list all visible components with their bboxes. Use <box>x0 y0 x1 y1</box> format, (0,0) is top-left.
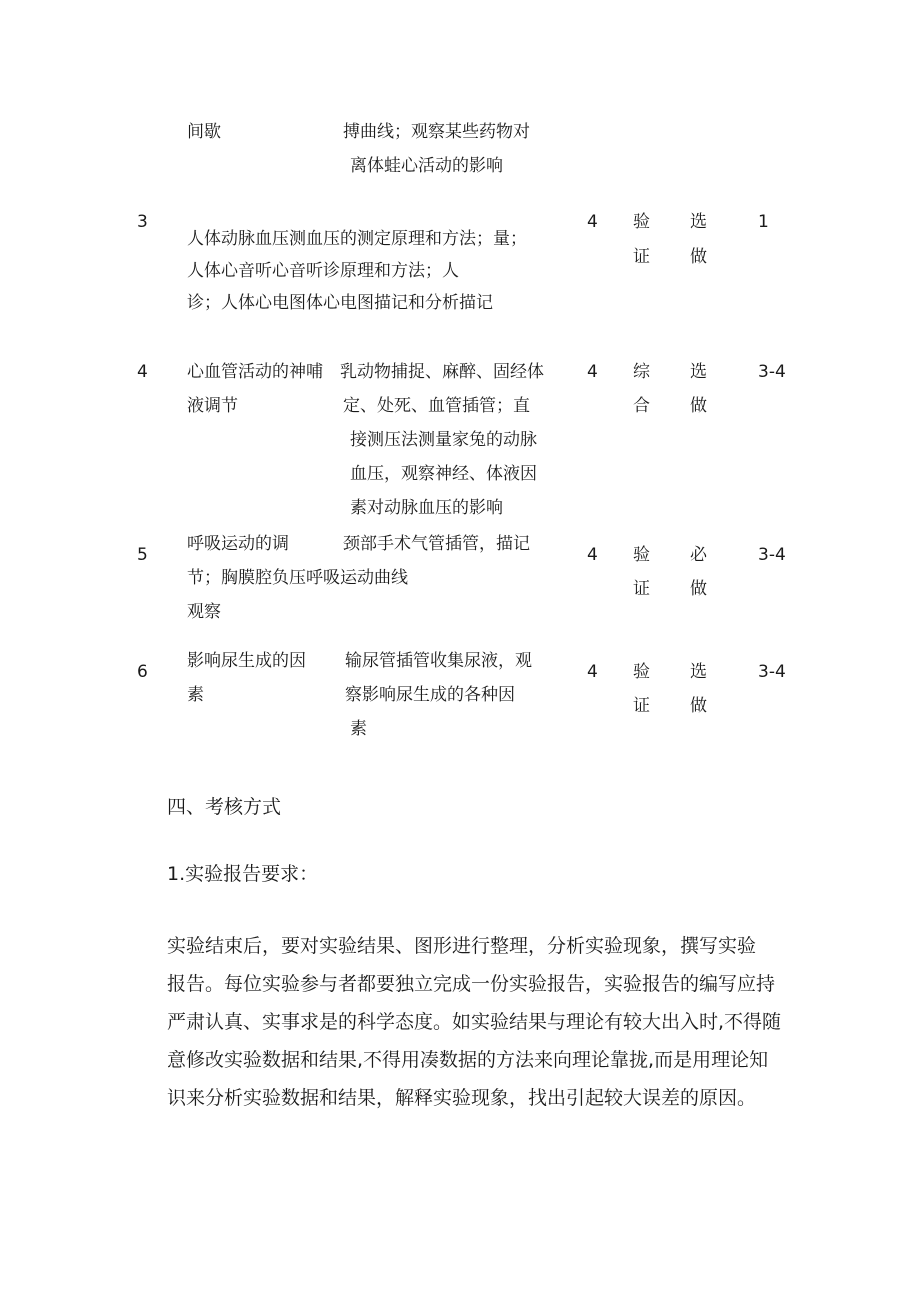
cell-group-size: 3-4 <box>758 662 786 682</box>
cell-type-line1: 验 <box>633 212 650 232</box>
cell-requirement-line2: 做 <box>690 696 707 716</box>
cell-group-size: 3-4 <box>758 362 786 382</box>
cell-content-line2: 察影响尿生成的各种因 <box>345 685 515 705</box>
cell-type-line1: 验 <box>633 662 650 682</box>
cell-requirement-line1: 必 <box>690 545 707 565</box>
cell-content-line1: 乳动物捕捉、麻醉、固经体 <box>340 362 544 382</box>
cell-type-line2: 证 <box>633 247 650 267</box>
cell-name-line2: 素 <box>187 685 204 705</box>
cell-requirement-line1: 选 <box>690 362 707 382</box>
cell-content-line2: 定、处死、血管插管；直 <box>343 396 530 416</box>
cell-type-line1: 综 <box>633 362 650 382</box>
cell-name-line2: 液调节 <box>187 396 238 416</box>
cell-requirement-line1: 选 <box>690 212 707 232</box>
cell-name-line1: 心血管活动的神哺 <box>187 362 323 382</box>
cell-requirement-line1: 选 <box>690 662 707 682</box>
cell-content-line3: 素 <box>350 719 367 739</box>
cell-requirement-line2: 做 <box>690 396 707 416</box>
cell-merged-line1: 节；胸膜腔负压呼吸运动曲线 <box>187 568 408 588</box>
cell-requirement-line2: 做 <box>690 579 707 599</box>
cell-merged-line3: 诊；人体心电图体心电图描记和分析描记 <box>187 293 493 313</box>
paragraph-line: 意修改实验数据和结果,不得用凑数据的方法来向理论靠拢,而是用理论知 <box>167 1049 769 1071</box>
cell-content-line1: 输尿管插管收集尿液，观 <box>345 651 532 671</box>
subsection-title: 1.实验报告要求： <box>167 863 319 885</box>
cell-group-size: 1 <box>758 212 769 232</box>
cell-group-size: 3-4 <box>758 545 786 565</box>
section-title: 四、考核方式 <box>167 796 282 818</box>
paragraph-line: 实验结束后，要对实验结果、图形进行整理，分析实验现象，撰写实验 <box>167 935 757 957</box>
cell-number: 4 <box>137 362 148 382</box>
paragraph-line: 严肃认真、实事求是的科学态度。如实验结果与理论有较大出入时,不得随 <box>167 1011 782 1033</box>
report-requirements-paragraph <box>167 927 787 1117</box>
cell-name-line1: 影响尿生成的因 <box>187 651 306 671</box>
paragraph-line: 识来分析实验数据和结果，解释实验现象，找出引起较大误差的原因。 <box>167 1087 757 1109</box>
cell-number: 3 <box>137 212 148 232</box>
cell-number: 6 <box>137 662 148 682</box>
cell-hours: 4 <box>587 212 598 232</box>
cell-content-continued-line2: 离体蛙心活动的影响 <box>350 156 503 176</box>
cell-content-continued-line1: 搏曲线；观察某些药物对 <box>343 122 530 142</box>
cell-type-line1: 验 <box>633 545 650 565</box>
cell-hours: 4 <box>587 662 598 682</box>
paragraph-line: 报告。每位实验参与者都要独立完成一份实验报告，实验报告的编写应持 <box>167 973 776 995</box>
cell-type-line2: 证 <box>633 696 650 716</box>
cell-content-line3: 接测压法测量家兔的动脉 <box>350 430 537 450</box>
cell-content-line5: 素对动脉血压的影响 <box>350 498 503 518</box>
cell-hours: 4 <box>587 545 598 565</box>
cell-number: 5 <box>137 545 148 565</box>
cell-name-line1: 呼吸运动的调 <box>187 534 289 554</box>
cell-name-continued: 间歇 <box>187 122 221 142</box>
cell-merged-line2: 观察 <box>187 602 221 622</box>
cell-hours: 4 <box>587 362 598 382</box>
cell-merged-line2: 人体心音听心音听诊原理和方法；人 <box>187 261 459 281</box>
cell-merged-line1: 人体动脉血压测血压的测定原理和方法；量； <box>187 229 527 249</box>
cell-content-line4: 血压，观察神经、体液因 <box>350 464 537 484</box>
cell-type-line2: 证 <box>633 579 650 599</box>
cell-type-line2: 合 <box>633 396 650 416</box>
cell-requirement-line2: 做 <box>690 247 707 267</box>
cell-content-line1: 颈部手术气管插管，描记 <box>343 534 530 554</box>
